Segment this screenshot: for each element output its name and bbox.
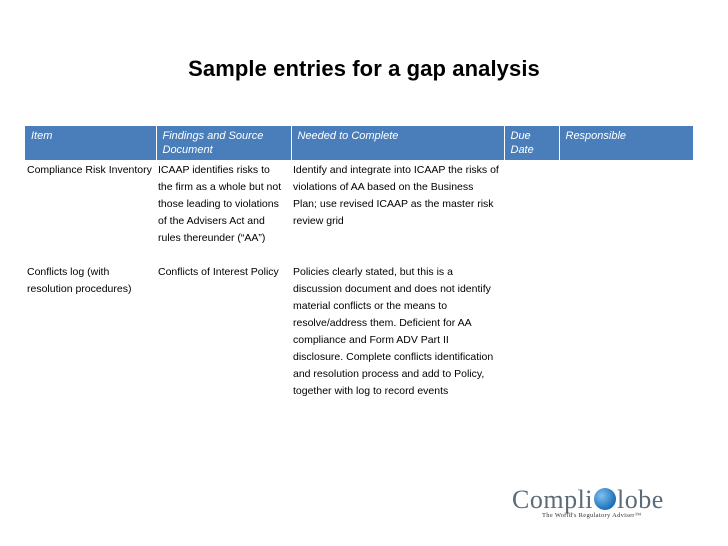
table-row [25,160,693,262]
column-header-responsible: Responsible [559,126,693,160]
cell-findings: ICAAP identifies risks to the firm as a whole but not those leading to violations of the Advisers Act and rules thereunder (“AA”) [158,164,282,244]
cell-needed: Identify and integrate into ICAAP the risks of violations of AA based on the Business Plan; use revised ICAAP as the master risk review grid [293,164,499,227]
cell-responsible [559,262,693,406]
page-title: Sample entries for a gap analysis [188,56,540,81]
compliglobe-logo [512,486,692,522]
cell-findings: Conflicts of Interest Policy [158,266,279,278]
cell-due-date [504,160,559,262]
cell-responsible [559,160,693,262]
logo-tagline: The World's Regulatory Adviser™ [542,512,642,519]
logo-text-part2: lobe [617,485,664,514]
logo-text-part1: Compli [512,485,594,514]
logo-wordmark [512,486,664,514]
column-header-due-date: Due Date [504,126,559,160]
cell-item: Compliance Risk Inventory [27,164,152,176]
table-row [25,262,693,406]
gap-analysis-table [25,126,693,406]
cell-due-date [504,262,559,406]
cell-item: Conflicts log (with resolution procedures) [27,266,132,295]
column-header-findings: Findings and Source Document [156,126,291,160]
globe-icon [594,488,616,510]
column-header-item: Item [25,126,156,160]
cell-needed: Policies clearly stated, but this is a discussion document and does not identify material conflicts or the means to resolve/address them. Deficient for AA compliance and Form ADV Part II disclosure. Complete conflicts identification and resolution process and add to Policy, together with log to record events [293,266,494,397]
table-header-row [25,126,693,160]
column-header-needed: Needed to Complete [291,126,504,160]
